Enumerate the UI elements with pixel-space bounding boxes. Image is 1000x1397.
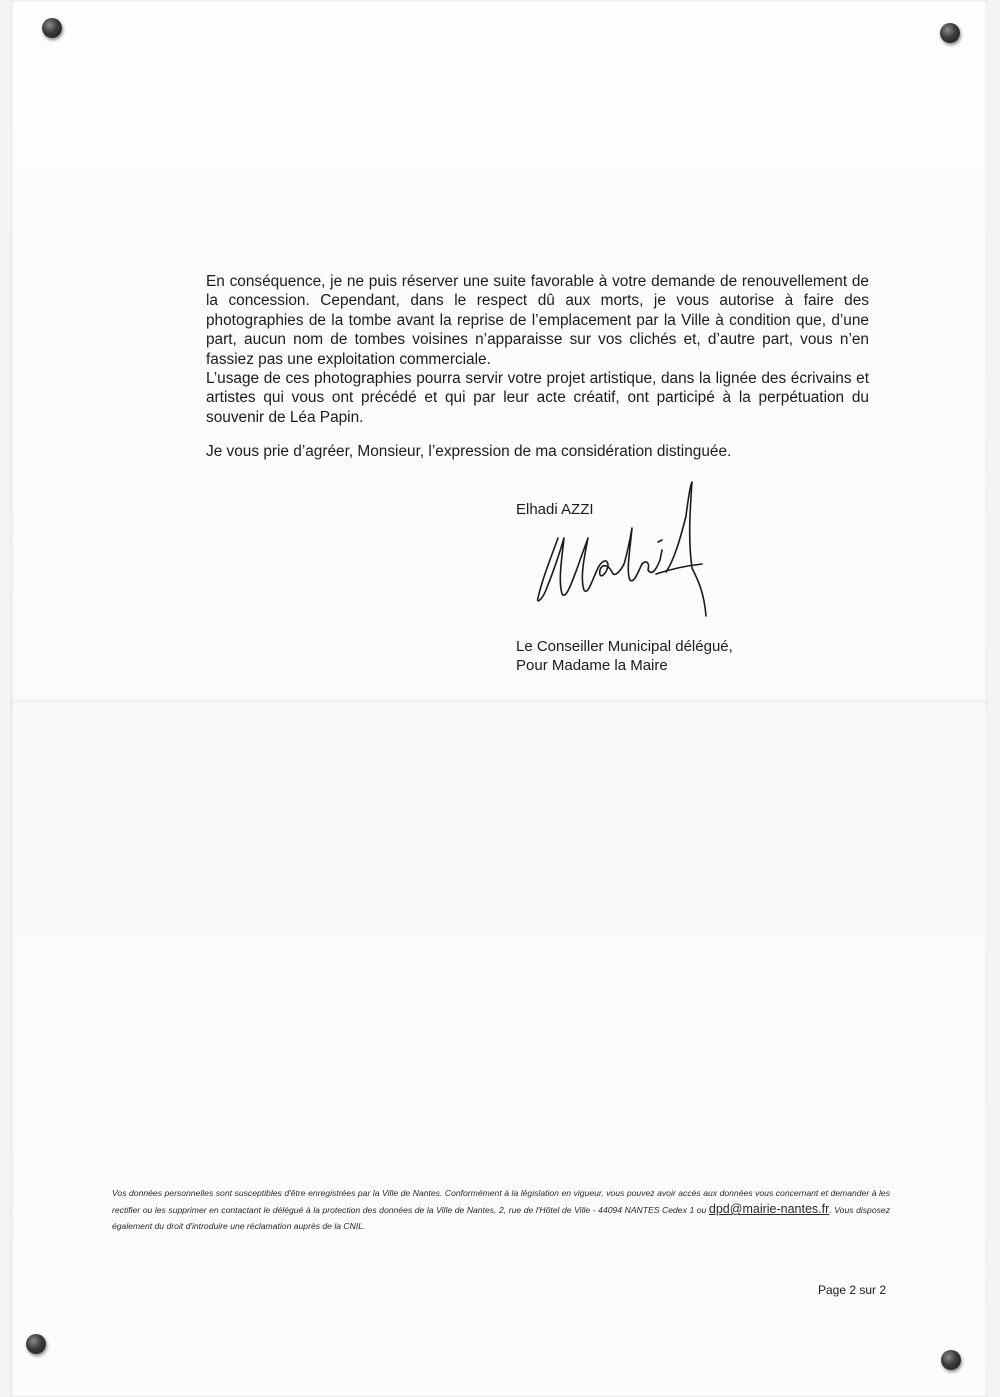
page-number: Page 2 sur 2 <box>818 1283 887 1297</box>
letter-paragraph: L’usage de ces photographies pourra servir votre projet artistique, dans la lignée des écrivains et artistes qui vous ont précédé et qui par leur acte créatif, ont participé à la perpétuation du souvenir de Léa Papin. <box>206 370 869 426</box>
privacy-text-end: Vous disposez également du droit d'introduire une réclamation auprès de la CNIL. <box>112 1205 890 1231</box>
paper-fold <box>10 700 988 702</box>
letter-body <box>206 272 869 427</box>
pushpin-icon <box>940 23 960 43</box>
handwritten-signature <box>528 480 718 620</box>
pushpin-icon <box>42 18 62 38</box>
letter-closing: Je vous prie d’agréer, Monsieur, l’expression de ma considération distinguée. <box>206 443 732 460</box>
privacy-text: Vos données personnelles sont susceptibles d'être enregistrées par la Ville de Nantes. Conformément à la législation en vigueur, vous pouvez avoir accès aux données vous concernant et demander à les rectifier ou les supprimer en contactant le délégué à la protection des données de la Ville de Nantes, 2, rue de l'Hôtel de Ville - 44094 NANTES Cedex 1 ou <box>112 1188 890 1215</box>
pushpin-icon <box>941 1350 961 1370</box>
signer-title-line: Pour Madame la Maire <box>516 657 668 674</box>
letter-paragraph: En conséquence, je ne puis réserver une suite favorable à votre demande de renouvellement de la concession. Cependant, dans le respect dû aux morts, je vous autorise à faire des photographies de la tombe avant la reprise de l’emplacement par la Ville à condition que, d’une part, aucun nom de tombes voisines n’apparaisse sur vos clichés et, d’autre part, vous n’en fassiez pas une exploitation commerciale. <box>206 273 869 368</box>
signer-name: Elhadi AZZI <box>516 501 594 518</box>
pushpin-icon <box>26 1334 46 1354</box>
signer-title-line: Le Conseiller Municipal délégué, <box>516 638 733 655</box>
privacy-notice: Vos données personnelles sont susceptibles d'être enregistrées par la Ville de Nantes. Conformément à la législation en vigueur, vous pouvez avoir accès aux données vous concernant et demander à les rectifier ou les supprimer en contactant le délégué à la protection des données de la Ville de Nantes, 2, rue de l'Hôtel de Ville - 44094 NANTES Cedex 1 ou dpd@mairie-nantes.fr. Vous disposez également du droit d'introduire une réclamation auprès de la CNIL. <box>112 1188 890 1231</box>
signer-title <box>516 637 733 675</box>
dpd-email-link[interactable]: dpd@mairie-nantes.fr <box>708 1202 830 1216</box>
